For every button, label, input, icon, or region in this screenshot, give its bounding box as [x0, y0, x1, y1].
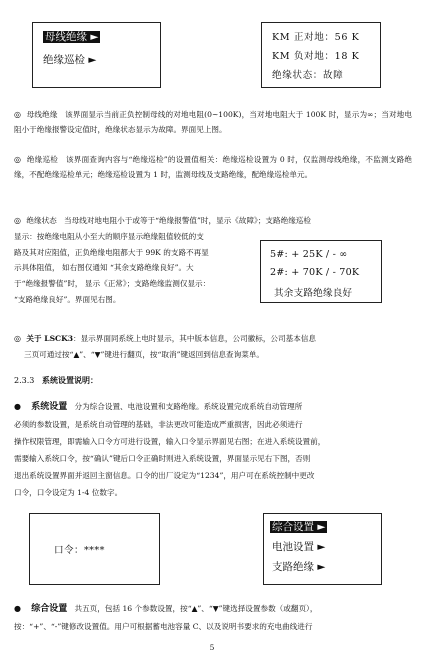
bullet-circle-icon: ◎ — [14, 110, 22, 119]
system-settings-menu-panel — [263, 513, 382, 585]
insulation-status-reading: 绝缘状态：故障 — [272, 70, 344, 81]
positive-to-ground-reading: KM 正对地：56 K — [272, 32, 360, 43]
term-insulation-patrol: 绝缘巡检 — [26, 155, 59, 164]
paragraph-general-settings: ● 综合设置 共五页，包括 16 个参数设置，按“▲”、“▼”键选择设置参数（或翻页）， 按：“+”、“-”键修改设置值。用户可根据蓄电池容量 C、以及说明书要求的充电曲线进行 — [14, 604, 318, 631]
password-entry-panel — [29, 513, 160, 585]
branch-insulation-display-panel — [260, 240, 382, 303]
menu-item-bus-insulation[interactable]: 母线绝缘 ► — [45, 31, 99, 43]
password-field[interactable]: 口令：**** — [54, 545, 105, 556]
section-title: 系统设置说明： — [42, 375, 98, 385]
term-system-settings: 系统设置 — [31, 402, 68, 412]
bullet-circle-icon: ◎ — [14, 334, 21, 343]
branch-reading-5: 5#: + 25K / - ∞ — [270, 249, 348, 260]
paragraph-bus-insulation — [14, 108, 412, 137]
section-heading — [14, 375, 98, 386]
page-number: 5 — [209, 643, 215, 652]
paragraph-about-lsck3: ◎ 关于 LSCK3：显示界面同系统上电时显示，其中版本信息，公司徽标，公司基本信息 三页可通过按“▲”、“▼”键进行翻页，按“取消”键返回到信息查询菜单。 — [14, 334, 316, 359]
text-bus-insulation: 该界面显示当前正负控制母线的对地电阻(0~100K)，当对地电阻大于 100K 时，显示为∞；当对地电阻小于绝缘报警设定值时，绝缘状态显示为故障。界面见上图。 — [14, 110, 412, 134]
menu-item-insulation-patrol[interactable]: 绝缘巡检 ► — [43, 54, 97, 66]
paragraph-system-settings: ● 系统设置 分为综合设置、电池设置和支路绝缘。系统设置完成系统自动管理所 必须的参数设置，是系统自动管理的基础，非法更改可能造成严重损害，因此必须进行 操作权限管理，即需输入口令方可进行设置，输入口令显示界面见右图；在进入系统设置前， 需要输入系统口令，按“确认”键后口令正确时则进入系统设置，界面显示见右下图，否则 退出系统设置界面并返回主窗信息。口令的出厂设定为“1234”，用户可在系统控制中更改 口令，口令设定为 1-4 位数字。 — [14, 402, 326, 497]
bus-insulation-menu-panel — [32, 22, 161, 88]
section-number: 2.3.3 — [14, 376, 35, 385]
bullet-circle-icon: ◎ — [14, 216, 21, 225]
paragraph-insulation-status: ◎ 绝缘状态 当母线对地电阻小于或等于“绝缘报警值”时，显示《故障》；支路绝缘巡检 显示：按绝缘电阻从小至大的顺序显示绝缘阻值较低的支 路及其对应阻值，正负绝缘电阻都大于 99K 的支路不再显 示具体阻值， 如右图仅通知 “其余支路绝缘良好”。大 于“绝缘报警值”时， 显示《正常》；支路绝缘监测仅显示： “支路绝缘良好”。界面见右图。 — [14, 216, 311, 304]
bullet-circle-icon: ◎ — [14, 155, 22, 164]
bus-resistance-display-panel — [261, 22, 381, 88]
text-insulation-patrol: 该界面查询内容与“绝缘巡检”的设置值相关：绝缘巡检设置为 0 时，仅监测母线绝缘，不监测支路绝缘，不配绝缘巡检单元；绝缘巡检设置为 1 时，监测母线及支路绝缘，配绝缘巡检单元。 — [14, 155, 413, 179]
term-about-lsck3: 关于 LSCK3 — [26, 334, 73, 343]
term-general-settings: 综合设置 — [31, 604, 68, 614]
branch-reading-2: 2#: + 70K / - 70K — [270, 267, 360, 278]
bullet-dot-icon: ● — [14, 604, 21, 613]
other-branches-good: 其余支路绝缘良好 — [274, 288, 353, 299]
menu-item-general-settings[interactable]: 综合设置 ► — [272, 521, 326, 533]
bullet-dot-icon: ● — [14, 402, 21, 411]
paragraph-insulation-patrol — [14, 153, 412, 182]
negative-to-ground-reading: KM 负对地：18 K — [272, 51, 360, 62]
term-insulation-status: 绝缘状态 — [26, 216, 57, 225]
menu-item-battery-settings[interactable]: 电池设置 ► — [272, 541, 326, 553]
term-bus-insulation: 母线绝缘 — [26, 110, 58, 119]
menu-item-branch-insulation[interactable]: 支路绝缘 ► — [272, 561, 326, 573]
